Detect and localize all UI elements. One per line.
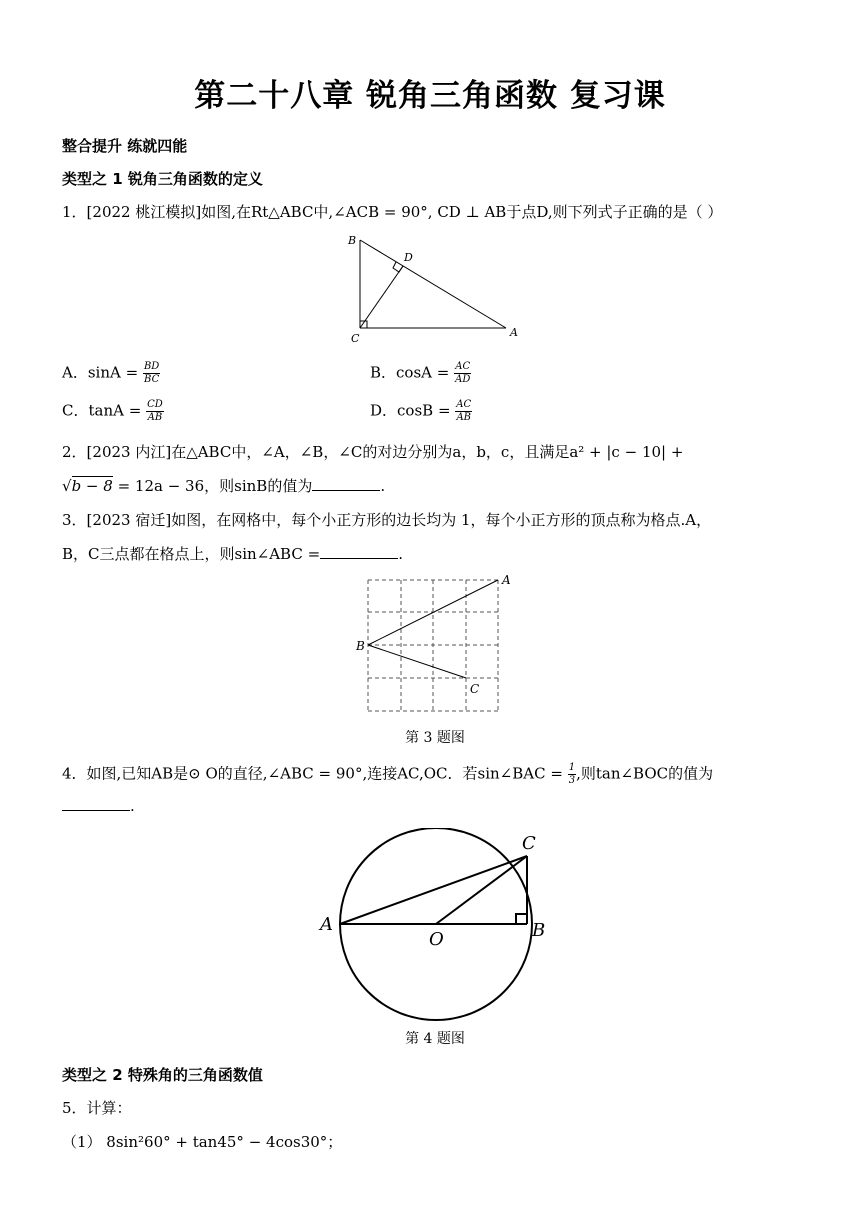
q1-label-d: D xyxy=(404,251,413,264)
q2-line1: 2．[2023 内江]在△ABC中，∠A，∠B，∠C的对边分别为a，b，c，且满足a² + |c − 10| + xyxy=(62,443,684,461)
q2-line2: √b − 8 = 12a − 36，则sinB的值为 . xyxy=(62,477,386,495)
q4-line1: 4．如图,已知AB是⊙ O的直径,∠ABC = 90°,连接AC,OC．若sin∠BAC = $\frac{1}{3}$ ,则tan∠BOC的值为 xyxy=(62,762,714,786)
q1-label-a: A xyxy=(510,326,518,339)
q1-side-ba xyxy=(360,240,506,328)
q3-label-b: B xyxy=(356,639,365,653)
q3-segment-bc xyxy=(368,645,466,678)
q5-part1: （1） 8sin²60° + tan45° − 4cos30°； xyxy=(62,1133,343,1151)
type1-heading: 类型之 1 锐角三角函数的定义 xyxy=(62,170,263,188)
q3-caption: 第 3 题图 xyxy=(405,730,465,746)
q1-right-angle-d xyxy=(393,262,403,272)
q1-stem: 1．[2022 桃江模拟]如图,在Rt△ABC中,∠ACB = 90°, CD ⊥ AB于点D,则下列式子正确的是（ ） xyxy=(62,203,723,221)
q3-grid-figure xyxy=(350,574,520,716)
q1-label-b: B xyxy=(348,234,357,247)
q4-label-a: A xyxy=(320,914,333,935)
page-title: 第二十八章 锐角三角函数 复习课 xyxy=(194,78,666,114)
q4-line2: . xyxy=(62,796,135,815)
q1-triangle-figure xyxy=(340,230,525,348)
q4-label-b: B xyxy=(532,920,546,941)
q3-line1: 3．[2023 宿迁]如图，在网格中，每个小正方形的边长均为 1，每个小正方形的顶点称为格点.A， xyxy=(62,511,712,529)
q4-circle-figure xyxy=(315,828,555,1026)
q1-option-d: D．cosB = $\frac{AC}{AB}$ xyxy=(370,399,472,423)
q4-segment-ac xyxy=(340,856,527,924)
q2-answer-blank xyxy=(312,476,380,491)
q3-label-a: A xyxy=(502,574,511,587)
q4-answer-blank xyxy=(62,796,130,811)
q5-stem: 5．计算： xyxy=(62,1099,132,1117)
q4-segment-oc xyxy=(436,856,527,924)
q1-option-c: C．tanA = $\frac{CD}{AB}$ xyxy=(62,399,163,423)
section-heading: 整合提升 练就四能 xyxy=(62,137,188,155)
q4-caption: 第 4 题图 xyxy=(405,1031,465,1047)
q4-label-c: C xyxy=(522,833,536,854)
type2-heading: 类型之 2 特殊角的三角函数值 xyxy=(62,1066,263,1084)
q1-segment-cd xyxy=(360,266,403,328)
q1-option-a: A．sinA = $\frac{BD}{BC}$ xyxy=(62,361,160,385)
q4-label-o: O xyxy=(429,929,444,950)
q1-label-c: C xyxy=(351,332,360,345)
q4-right-angle-b xyxy=(516,914,527,924)
q3-label-c: C xyxy=(470,682,480,696)
q1-option-b: B．cosA = $\frac{AC}{AD}$ xyxy=(370,361,471,385)
q3-line2: B，C三点都在格点上，则sin∠ABC = . xyxy=(62,545,403,563)
q3-answer-blank xyxy=(320,544,398,559)
